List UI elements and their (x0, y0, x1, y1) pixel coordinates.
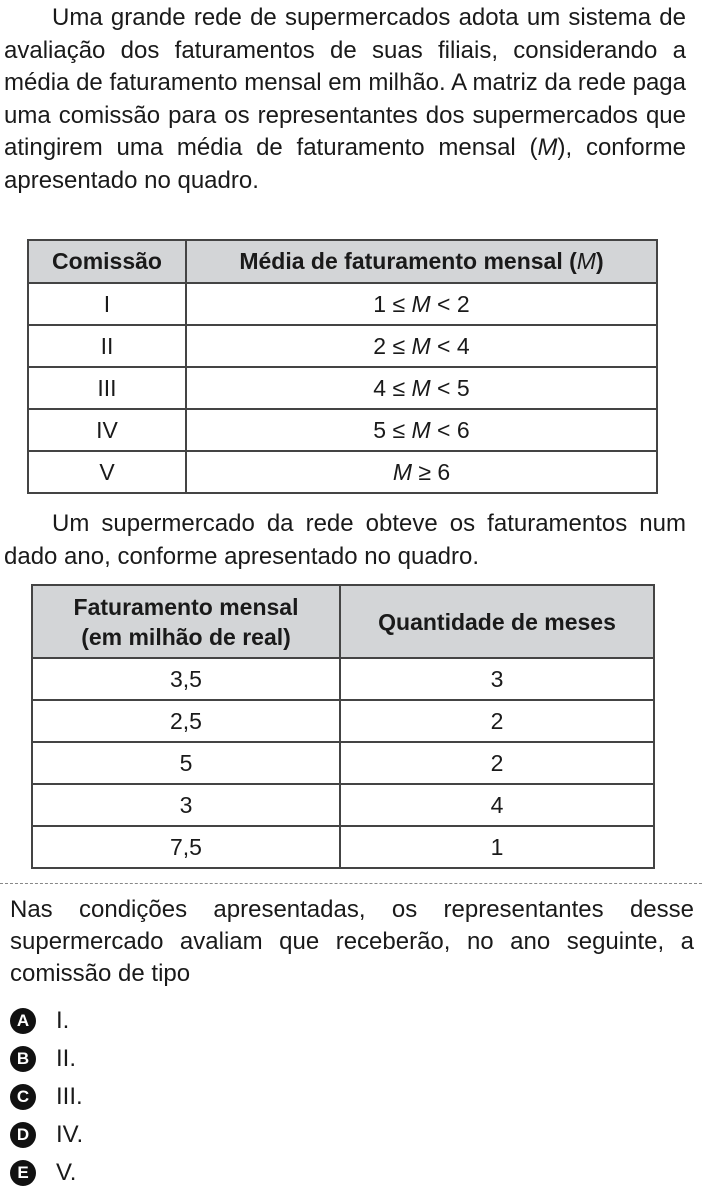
table-row (28, 409, 657, 451)
option-a[interactable] (10, 1004, 69, 1038)
faturamento-cell: 3 (32, 784, 340, 826)
media-cell: 2 ≤ M < 4 (186, 325, 657, 367)
faturamento-cell: 5 (32, 742, 340, 784)
option-c[interactable] (10, 1080, 83, 1114)
option-d-badge-icon: D (10, 1122, 36, 1148)
revenue-table-header (32, 585, 654, 658)
table-row (28, 283, 657, 325)
option-e[interactable] (10, 1156, 76, 1190)
comissao-cell: IV (28, 409, 186, 451)
media-cell: 4 ≤ M < 5 (186, 367, 657, 409)
meses-cell: 2 (340, 700, 654, 742)
option-b-text: II. (56, 1045, 77, 1072)
option-c-badge-icon: C (10, 1084, 36, 1110)
intro-text: Uma grande rede de supermercados adota um sistema de avaliação dos faturamentos de suas filiais, considerando a média de faturamento mensal em milhão. A matriz da rede paga uma comissão para os representantes dos supermercados que atingirem uma média de faturamento mensal ( (4, 4, 686, 161)
meses-cell: 2 (340, 742, 654, 784)
option-d-text: IV. (56, 1121, 84, 1148)
faturamento-cell: 3,5 (32, 658, 340, 700)
option-b[interactable] (10, 1042, 76, 1076)
header-meses: Quantidade de meses (340, 585, 654, 658)
table-row (32, 784, 654, 826)
option-e-badge-icon: E (10, 1160, 36, 1186)
meses-cell: 4 (340, 784, 654, 826)
header-comissao: Comissão (28, 240, 186, 283)
table-row (32, 826, 654, 868)
intro-text-end: ), conforme apresentado no quadro. (4, 134, 686, 194)
comissao-cell: V (28, 451, 186, 493)
media-cell: M ≥ 6 (186, 451, 657, 493)
table-row (28, 367, 657, 409)
option-e-text: V. (56, 1159, 77, 1186)
meses-cell: 3 (340, 658, 654, 700)
commission-table (27, 239, 658, 494)
middle-paragraph: Um supermercado da rede obteve os faturamentos num dado ano, conforme apresentado no quadro. (4, 510, 686, 570)
dashed-divider (0, 883, 702, 884)
option-d[interactable] (10, 1118, 83, 1152)
option-a-text: I. (56, 1007, 70, 1034)
comissao-cell: III (28, 367, 186, 409)
table-row (32, 658, 654, 700)
option-c-text: III. (56, 1083, 83, 1110)
commission-table-header (28, 240, 657, 283)
option-a-badge-icon: A (10, 1008, 36, 1034)
table-row (28, 451, 657, 493)
table-row (28, 325, 657, 367)
media-cell: 1 ≤ M < 2 (186, 283, 657, 325)
intro-paragraph (4, 2, 686, 197)
table-row (32, 742, 654, 784)
faturamento-cell: 2,5 (32, 700, 340, 742)
intro-m-symbol: M (537, 134, 558, 161)
revenue-table (31, 584, 655, 869)
comissao-cell: I (28, 283, 186, 325)
question-text: Nas condições apresentadas, os representantes desse supermercado avaliam que receberão, no ano seguinte, a comissão de tipo (10, 896, 694, 987)
option-b-badge-icon: B (10, 1046, 36, 1072)
header-faturamento: Faturamento mensal (em milhão de real) (32, 585, 340, 658)
comissao-cell: II (28, 325, 186, 367)
faturamento-cell: 7,5 (32, 826, 340, 868)
media-cell: 5 ≤ M < 6 (186, 409, 657, 451)
meses-cell: 1 (340, 826, 654, 868)
table-row (32, 700, 654, 742)
header-media: Média de faturamento mensal (M) (186, 240, 657, 283)
